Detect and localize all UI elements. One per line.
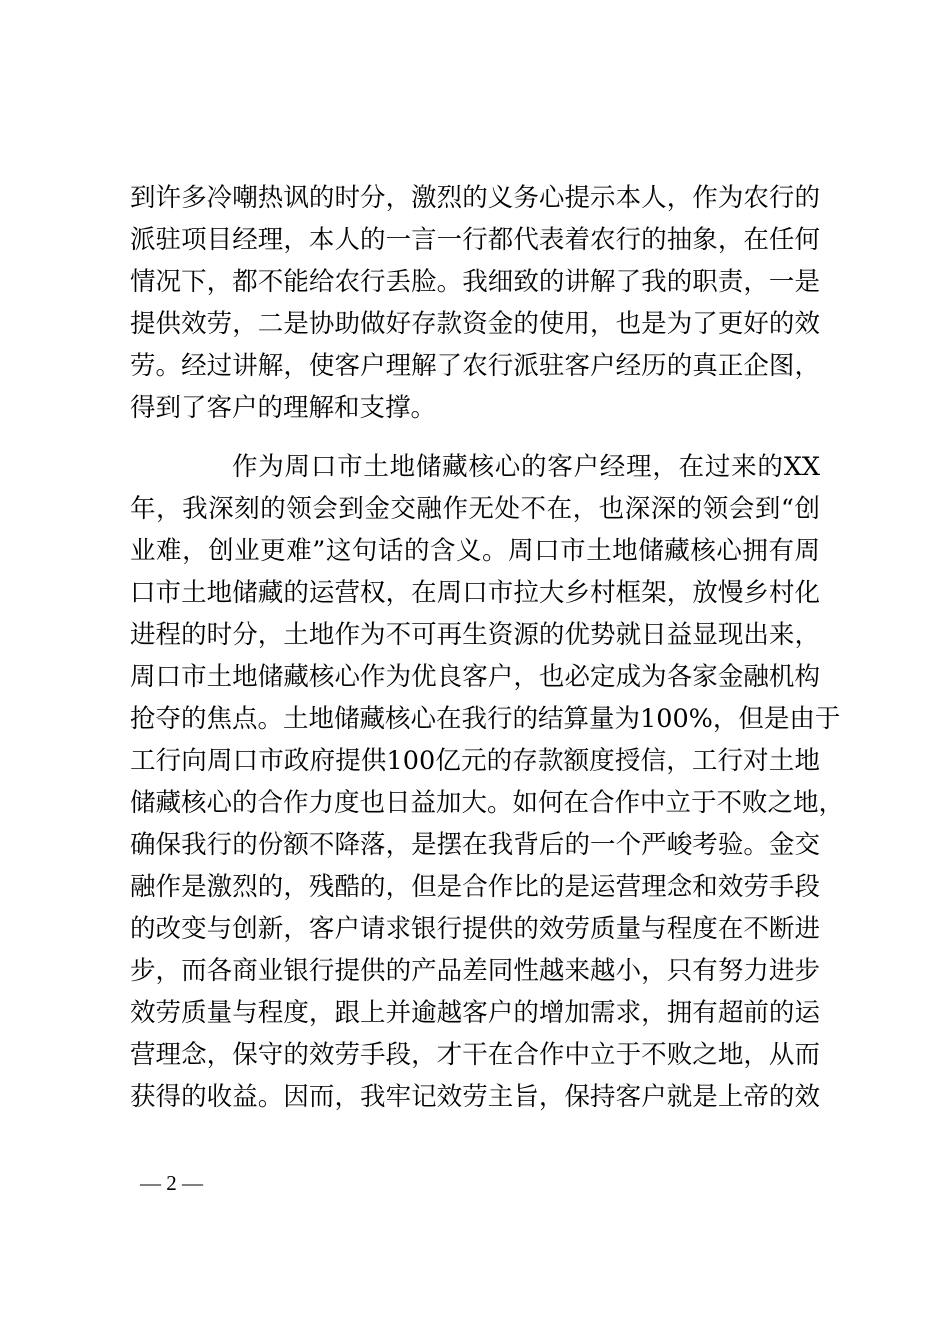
text-line: 抢夺的焦点。土地储藏核心在我行的结算量为100%，但是由于 xyxy=(130,704,841,734)
text-line: 工行向周口市政府提供100亿元的存款额度授信，工行对土地 xyxy=(130,746,820,776)
text-line: 储藏核心的合作力度也日益加大。如何在合作中立于不败之地， xyxy=(130,788,845,818)
text-line: 提供效劳，二是协助做好存款资金的使用，也是为了更好的效 xyxy=(130,309,820,339)
text-line: 的改变与创新，客户请求银行提供的效劳质量与程度在不断进 xyxy=(130,914,820,944)
text-line: 获得的收益。因而，我牢记效劳主旨，保持客户就是上帝的效 xyxy=(130,1082,820,1112)
text-line: 到许多冷嘲热讽的时分，激烈的义务心提示本人，作为农行的 xyxy=(130,183,820,213)
text-line: 进程的时分，土地作为不可再生资源的优势就日益显现出来， xyxy=(130,620,820,650)
text-line: 得到了客户的理解和支撑。 xyxy=(130,393,437,423)
text-line: 劳。经过讲解，使客户理解了农行派驻客户经历的真正企图， xyxy=(130,351,820,381)
text-line: 作为周口市土地储藏核心的客户经理，在过来的XX xyxy=(232,452,820,482)
text-line: 口市土地储藏的运营权，在周口市拉大乡村框架，放慢乡村化 xyxy=(130,578,820,608)
page-number: — 2 — xyxy=(140,1171,203,1195)
text-line: 情况下，都不能给农行丢脸。我细致的讲解了我的职责，一是 xyxy=(130,267,820,297)
text-line: 确保我行的份额不降落，是摆在我背后的一个严峻考验。金交 xyxy=(130,830,820,860)
text-line: 派驻项目经理，本人的一言一行都代表着农行的抽象，在任何 xyxy=(130,225,820,255)
text-line: 业难，创业更难”这句话的含义。周口市土地储藏核心拥有周 xyxy=(130,536,820,566)
text-line: 融作是激烈的，残酷的，但是合作比的是运营理念和效劳手段 xyxy=(130,872,820,902)
text-line: 营理念，保守的效劳手段，才干在合作中立于不败之地，从而 xyxy=(130,1040,820,1070)
text-line: 步，而各商业银行提供的产品差同性越来越小，只有努力进步 xyxy=(130,956,820,986)
text-line: 年，我深刻的领会到金交融作无处不在，也深深的领会到“创 xyxy=(130,494,820,524)
text-line: 效劳质量与程度，跟上并逾越客户的增加需求，拥有超前的运 xyxy=(130,998,820,1028)
text-line: 周口市土地储藏核心作为优良客户，也必定成为各家金融机构 xyxy=(130,662,820,692)
